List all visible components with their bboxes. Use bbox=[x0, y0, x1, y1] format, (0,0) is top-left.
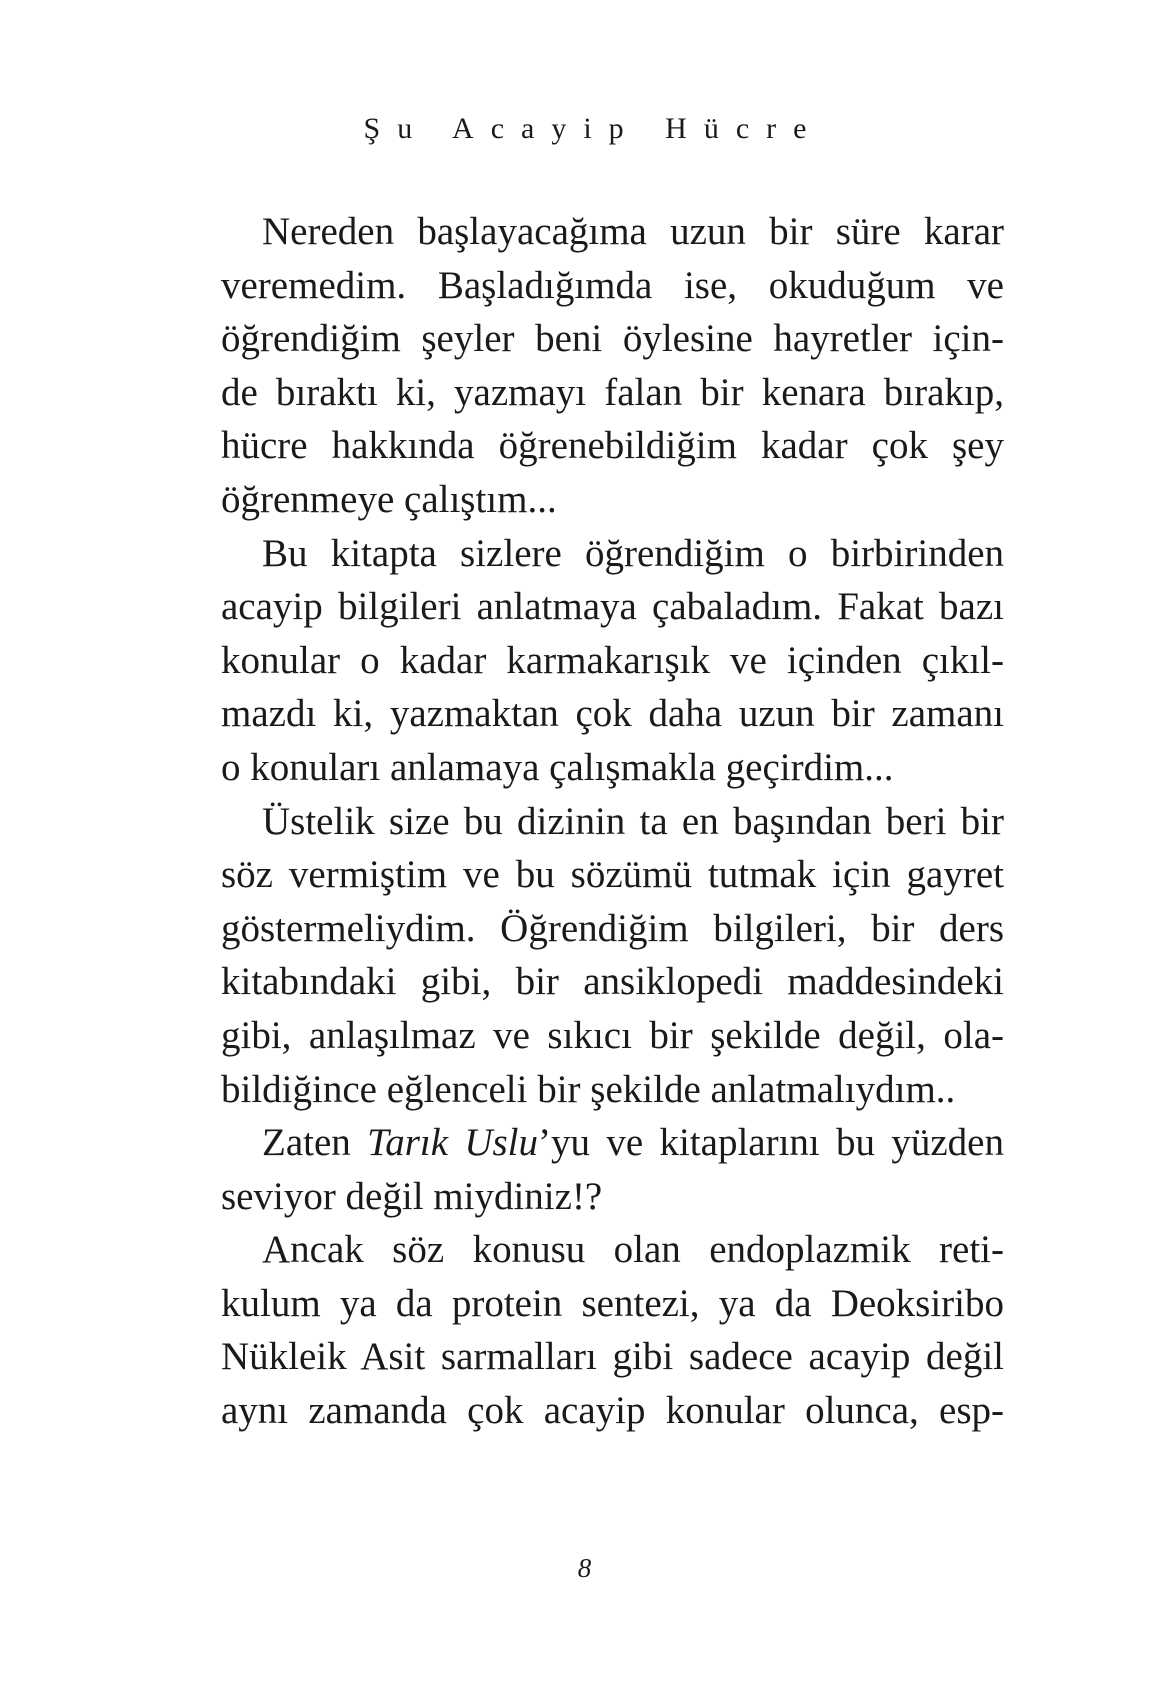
author-name-italic: Tarık Uslu bbox=[367, 1121, 539, 1165]
text-line: öğrenmeye çalıştım... bbox=[221, 477, 557, 521]
text-line: söz vermiştim ve bu sözümü tutmak için gayret bbox=[221, 853, 1004, 897]
text-line: hücre hakkında öğrenebildiğim kadar çok şey bbox=[221, 424, 1004, 468]
text-line: de bıraktı ki, yazmayı falan bir kenara bırakıp, bbox=[221, 370, 1004, 414]
text-run: Zaten bbox=[262, 1121, 368, 1165]
text-run: ’yu ve kitaplarını bu yüzden bbox=[538, 1121, 1004, 1165]
text-line: Bu kitapta sizlere öğrendiğim o birbirinden bbox=[262, 531, 1004, 575]
text-line: seviyor değil miydiniz!? bbox=[221, 1174, 603, 1218]
text-line: konular o kadar karmakarışık ve içinden çıkıl- bbox=[221, 638, 1004, 682]
text-line bbox=[221, 1116, 1004, 1170]
text-line: kulum ya da protein sentezi, ya da Deoksiribo bbox=[221, 1281, 1004, 1325]
text-line: bildiğince eğlenceli bir şekilde anlatmalıydım.. bbox=[221, 1067, 956, 1111]
text-line: Ancak söz konusu olan endoplazmik reti- bbox=[262, 1228, 1004, 1272]
text-line: acayip bilgileri anlatmaya çabaladım. Fakat bazı bbox=[221, 585, 1004, 629]
text-line: Üstelik size bu dizinin ta en başından beri bir bbox=[262, 799, 1004, 843]
text-line: Nükleik Asit sarmalları gibi sadece acayip değil bbox=[221, 1335, 1004, 1379]
text-line: öğrendiğim şeyler beni öylesine hayretler için- bbox=[221, 317, 1004, 361]
running-header: Şu Acayip Hücre bbox=[363, 112, 824, 145]
body-text bbox=[221, 205, 1004, 1438]
page-number: 8 bbox=[577, 1553, 592, 1583]
text-line: mazdı ki, yazmaktan çok daha uzun bir zamanı bbox=[221, 692, 1004, 736]
text-line: veremedim. Başladığımda ise, okuduğum ve bbox=[221, 263, 1004, 307]
text-line: kitabındaki gibi, bir ansiklopedi maddesindeki bbox=[221, 960, 1004, 1004]
text-line: göstermeliydim. Öğrendiğim bilgileri, bir ders bbox=[221, 906, 1004, 950]
text-line: aynı zamanda çok acayip konular olunca, esp- bbox=[221, 1389, 1004, 1433]
text-line: gibi, anlaşılmaz ve sıkıcı bir şekilde değil, ola- bbox=[221, 1013, 1004, 1057]
text-line: Nereden başlayacağıma uzun bir süre karar bbox=[262, 210, 1004, 253]
text-line: o konuları anlamaya çalışmakla geçirdim... bbox=[221, 745, 894, 789]
